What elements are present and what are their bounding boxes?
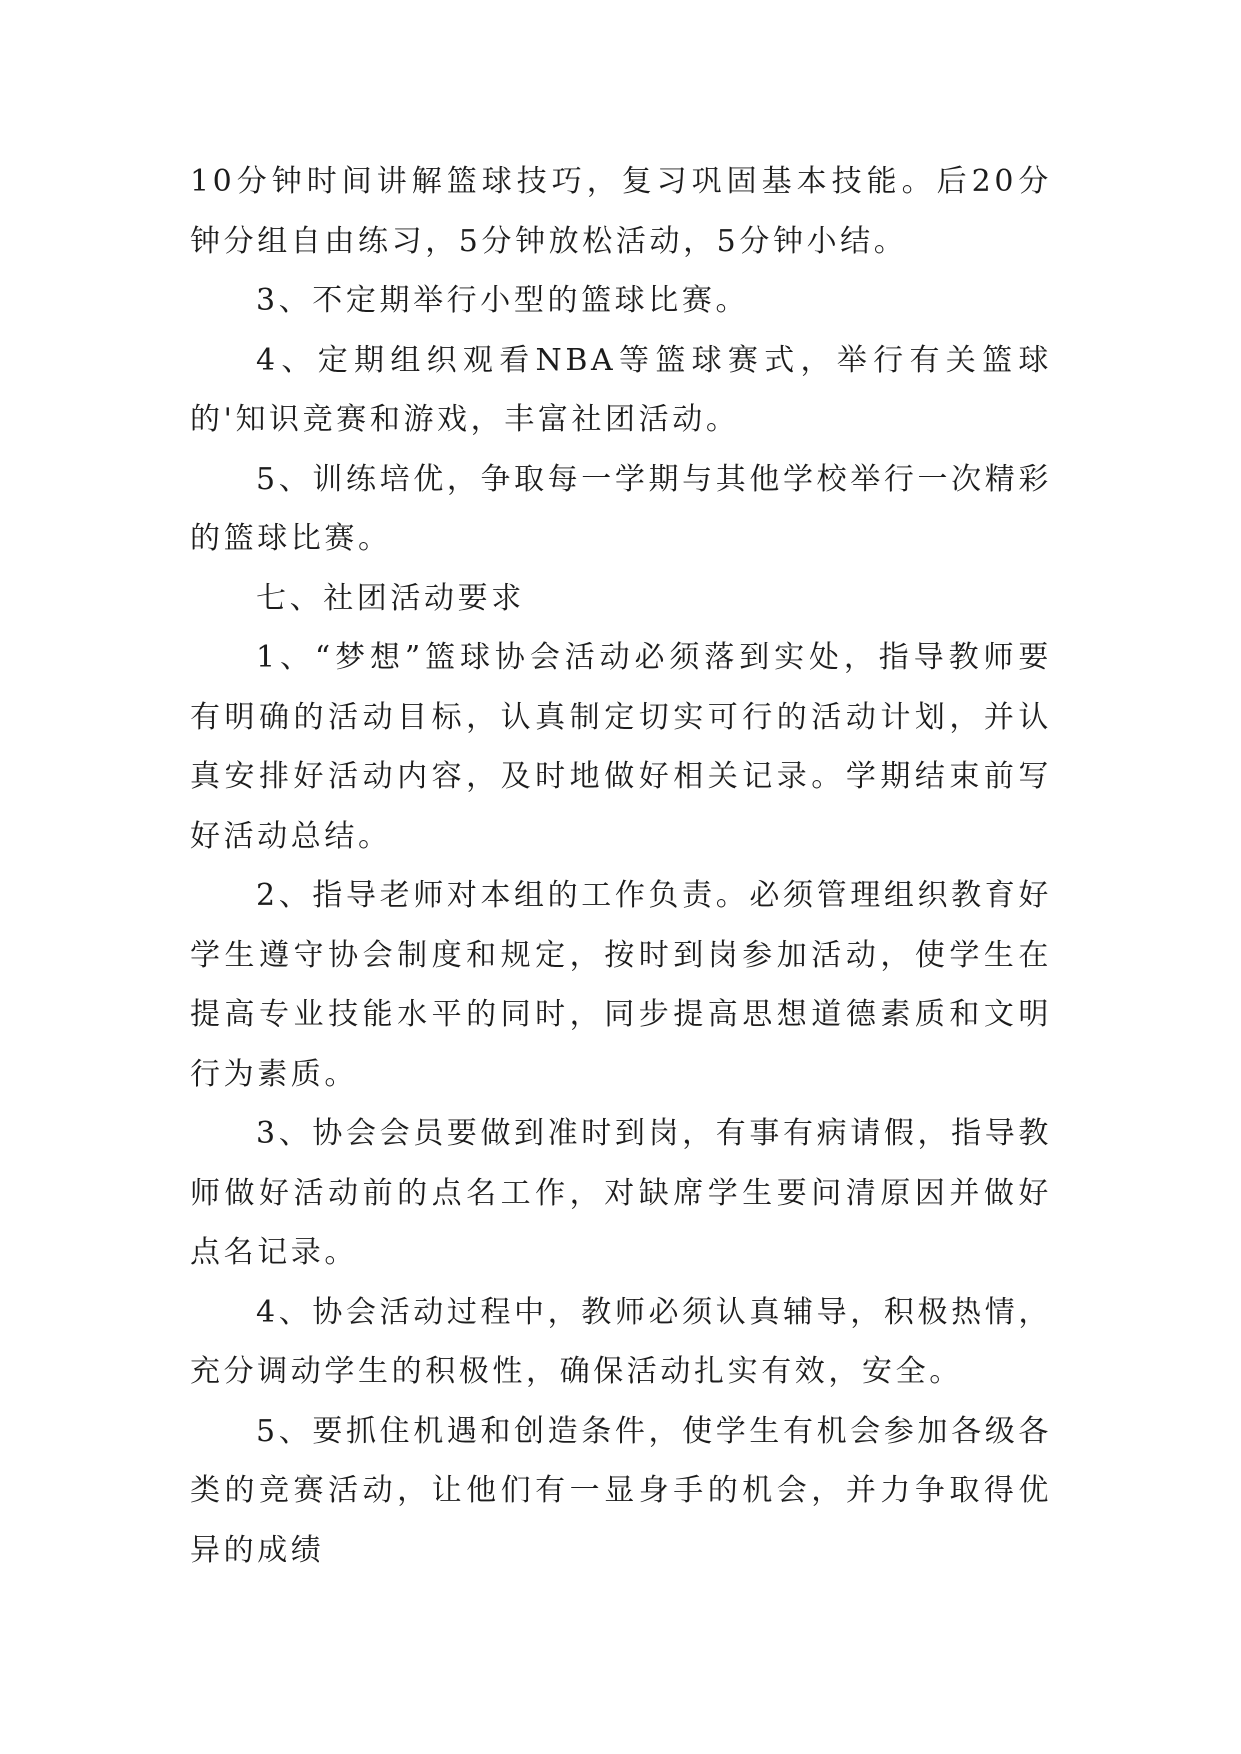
paragraph-requirement-5: 5、要抓住机遇和创造条件，使学生有机会参加各级各类的竞赛活动，让他们有一显身手的机会，并力争取得优异的成绩: [190, 1413, 1052, 1568]
paragraph-requirement-4: 4、协会活动过程中，教师必须认真辅导，积极热情，充分调动学生的积极性，确保活动扎实有效，安全。: [190, 1294, 1052, 1389]
paragraph-requirement-1: 1、“梦想”篮球协会活动必须落到实处，指导教师要有明确的活动目标，认真制定切实可行的活动计划，并认真安排好活动内容，及时地做好相关记录。学期结束前写好活动总结。: [190, 640, 1052, 854]
paragraph-continuation: 10分钟时间讲解篮球技巧，复习巩固基本技能。后20分钟分组自由练习，5分钟放松活动，5分钟小结。: [190, 164, 1052, 259]
paragraph-requirement-2: 2、指导老师对本组的工作负责。必须管理组织教育好学生遵守协会制度和规定，按时到岗参加活动，使学生在提高专业技能水平的同时，同步提高思想道德素质和文明行为素质。: [190, 878, 1052, 1092]
section-heading-requirements: 七、社团活动要求: [256, 580, 525, 616]
document-body: [190, 152, 1052, 1580]
paragraph-item-5-training: 5、训练培优，争取每一学期与其他学校举行一次精彩的篮球比赛。: [190, 461, 1052, 556]
paragraph-item-3-small-matches: 3、不定期举行小型的篮球比赛。: [256, 283, 750, 318]
paragraph-requirement-3: 3、协会会员要做到准时到岗，有事有病请假，指导教师做好活动前的点名工作，对缺席学生要问清原因并做好点名记录。: [190, 1116, 1052, 1270]
paragraph-item-4-nba-viewing: 4、定期组织观看NBA等篮球赛式，举行有关篮球的'知识竞赛和游戏，丰富社团活动。: [190, 342, 1052, 437]
